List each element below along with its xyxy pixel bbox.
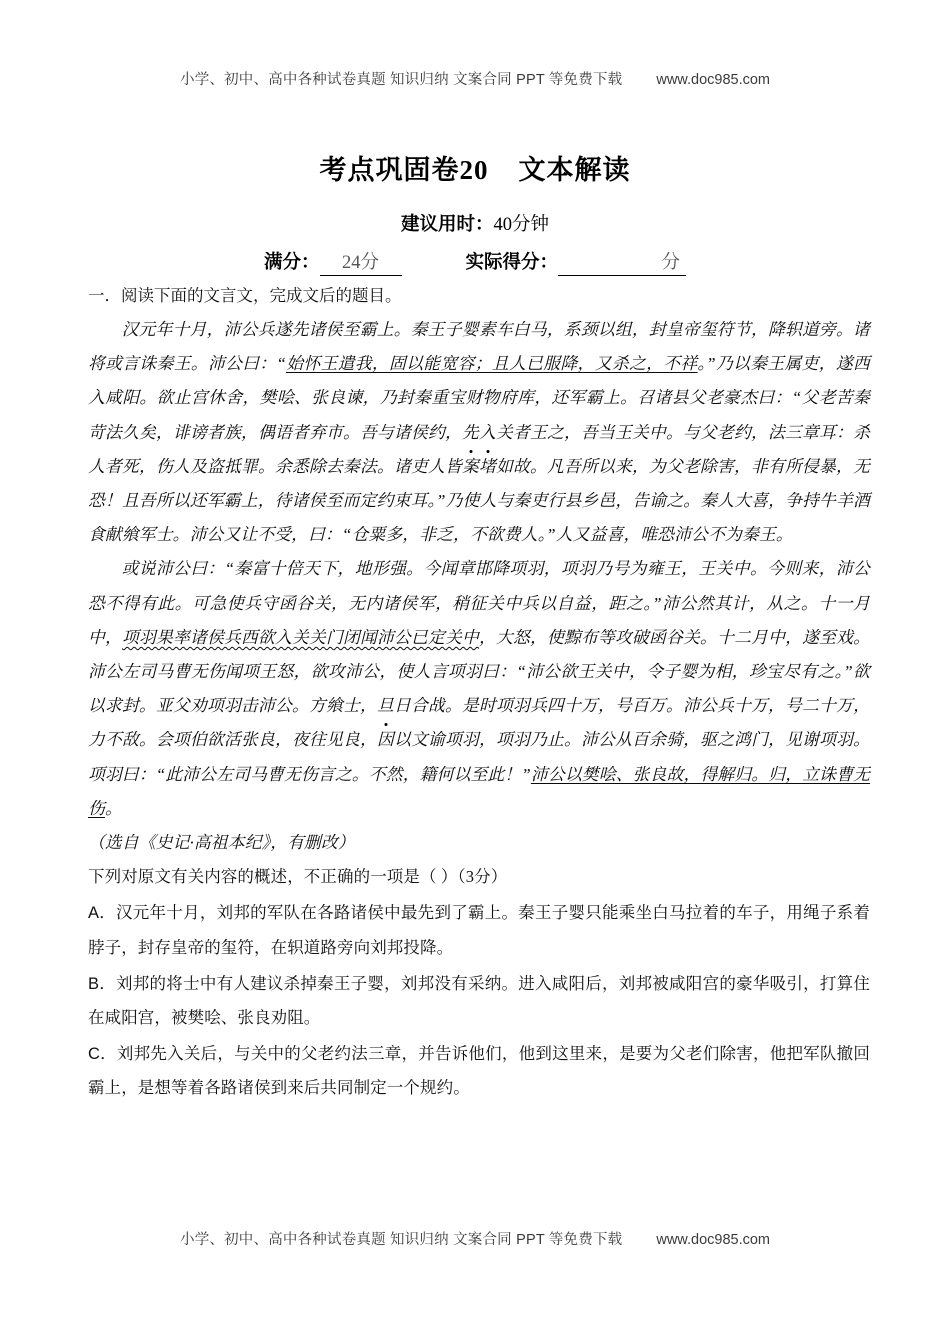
- page-title-sub: 文本解读: [518, 155, 631, 185]
- actual-score-label: 实际得分：: [465, 253, 559, 273]
- option-a-text: 汉元年十月，刘邦的军队在各路诸侯中最先到了霸上。秦王子婴只能乘坐白马拉着的车子，用绳子系着脖子，封存皇帝的玺符，在轵道路旁向刘邦投降。: [88, 903, 870, 957]
- full-score-value: 24分: [320, 248, 402, 276]
- actual-score-field[interactable]: 分: [558, 248, 686, 276]
- question-stem: 下列对原文有关内容的概述，不正确的一项是（ ）（3分）: [88, 867, 508, 887]
- passage-p1-text-2: 。”乃以秦王属吏，遂西入咸阳。欲止宫休舍，樊哙、张良谏，乃封秦重宝财物府库，还军霸上。召诸县父老豪杰曰：“父老苦秦苛法久矣，诽谤者族，偶语者弃市。吾与诸侯约，先入关者王之，吾当王关中。与父老约，法三章耳：杀人者死，伤人及盗抵罪。余悉除去秦法。诸吏人皆: [88, 354, 870, 476]
- passage-p2-emphasis-dot: 因: [377, 730, 395, 750]
- suggested-time-line: [0, 210, 950, 236]
- option-c[interactable]: [88, 1037, 870, 1105]
- score-line: [0, 248, 950, 276]
- option-a-key: A．: [88, 904, 117, 923]
- page-title: [0, 148, 950, 187]
- footer-promo-text: 小学、初中、高中各种试卷真题 知识归纳 文案合同 PPT 等免费下载: [180, 1232, 623, 1248]
- passage-p2-text-1: 或说沛公曰：“秦富十倍天下，地形强。今闻章邯降项羽，项羽乃号为雍王，王关中。今则来，沛公恐不得有此。可急使兵守函谷关，无内诸侯军，稍征关中兵以自益，距之。”沛公然其计，从之。十一月中，: [88, 559, 870, 647]
- option-c-text: 刘邦先入关后，与关中的父老约法三章，并告诉他们，他到这里来，是要为父老们除害，他把军队撤回霸上，是想等着各路诸侯到来后共同制定一个规约。: [88, 1044, 871, 1098]
- passage-p1-text-3: 如故。凡吾所以来，为父老除害，非有所侵暴，无恐！且吾所以还军霸上，待诸侯至而定约束耳。”乃使人与秦吏行县乡邑，告谕之。秦人大喜，争持牛羊酒食献飨军士。沛公又让不受，曰：“仓粟多，非乏，不欲费人。”人又益喜，唯恐沛公不为秦王。: [88, 456, 870, 545]
- document-body: [88, 280, 870, 1106]
- section-heading: 一．阅读下面的文言文，完成文后的题目。: [88, 286, 402, 305]
- passage-p2-text-2: ，大怒，使黥布等攻破函谷关。十二月中，遂至戏。沛公左司马曹无伤闻项王怒，欲攻沛公，使人言项羽曰：“沛公欲王关中，令子婴为相，珍宝尽有之。”欲以求封。亚父劝项羽击沛公。方飨士，旦日合战。是时项羽兵四十万，号百万。沛公兵十万，号二十万，力不敌。会项伯欲活张良，夜往见良，: [88, 627, 871, 750]
- classical-passage: [88, 313, 870, 860]
- passage-paragraph-2: [88, 552, 870, 826]
- option-b[interactable]: [88, 967, 870, 1035]
- passage-p1-emphasis-dots: 案堵: [462, 456, 497, 476]
- header-promo-text: 小学、初中、高中各种试卷真题 知识归纳 文案合同 PPT 等免费下载: [180, 72, 623, 88]
- passage-p2-wavy-underline: 项羽果率诸侯兵西欲入关关门闭闻沛公已定关中: [122, 627, 480, 647]
- passage-paragraph-1: [88, 313, 870, 552]
- passage-p1-underline-1: 始怀王遣我，固以能宽容；且人已服降，又杀之，不祥: [286, 354, 698, 374]
- running-header: [0, 68, 950, 89]
- full-score-label: 满分：: [263, 253, 320, 273]
- passage-attribution: （选自《史记·高祖本纪》，有删改）: [88, 833, 355, 853]
- header-website-url: www.doc985.com: [656, 72, 770, 88]
- page-title-main: 考点巩固卷20: [319, 155, 489, 185]
- option-b-text: 刘邦的将士中有人建议杀掉秦王子婴，刘邦没有采纳。进入咸阳后，刘邦被咸阳宫的豪华吸引，打算住在咸阳宫，被樊哙、张良劝阻。: [88, 973, 870, 1028]
- running-footer: [0, 1228, 950, 1249]
- passage-p1-text-1: 汉元年十月，沛公兵遂先诸侯至霸上。秦王子婴素车白马，系颈以组，封皇帝玺符节，降轵道旁。诸将或言诛秦王。沛公曰：“: [88, 320, 870, 374]
- option-c-key: C．: [88, 1045, 117, 1064]
- suggested-time-value: 40分钟: [493, 215, 550, 235]
- passage-p2-underline-1: 沛公以樊哙、张良故，得解归。归，立诛曹无伤: [88, 764, 870, 818]
- option-b-key: B．: [88, 974, 117, 993]
- suggested-time-label: 建议用时：: [400, 215, 494, 235]
- passage-p2-text-4: 。: [104, 798, 122, 818]
- option-a[interactable]: [88, 896, 870, 964]
- passage-p2-text-3: 以文谕项羽，项羽乃止。沛公从百余骑，驱之鸿门，见谢项羽。项羽曰：“此沛公左司马曹无伤言之。不然，籍何以至此！”: [88, 730, 871, 784]
- footer-website-url: www.doc985.com: [656, 1232, 770, 1248]
